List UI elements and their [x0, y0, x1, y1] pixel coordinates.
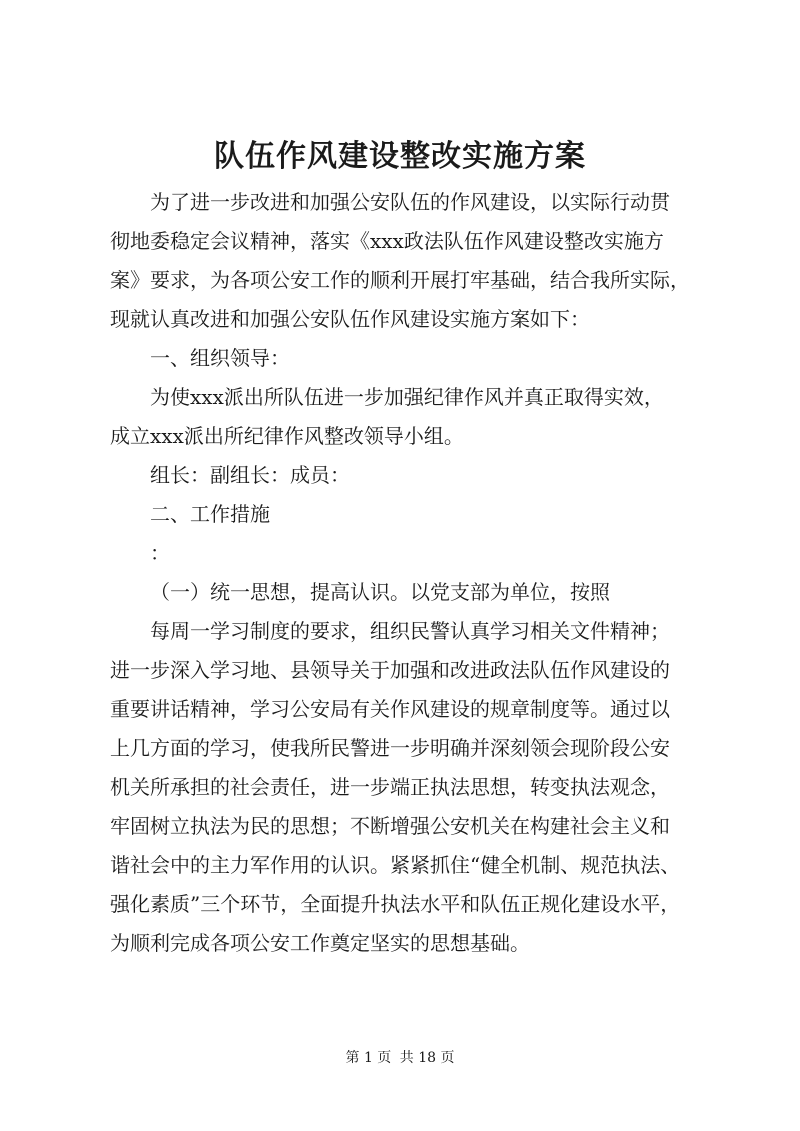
paragraph-line: 牢固树立执法为民的思想；不断增强公安机关在构建社会主义和 [110, 814, 670, 838]
paragraph-line: 为了进一步改进和加强公安队伍的作风建设，以实际行动贯 [150, 190, 670, 214]
document-title: 队伍作风建设整改实施方案 [214, 139, 586, 174]
paragraph-line: 彻地委稳定会议精神，落实《xxx政法队伍作风建设整改实施方 [110, 229, 664, 253]
section-heading: 二、工作措施 [150, 502, 270, 526]
document-body [110, 183, 700, 963]
paragraph-line: 成立xxx派出所纪律作风整改领导小组。 [110, 424, 464, 448]
subsection-heading: （一）统一思想，提高认识。以党支部为单位，按照 [150, 580, 610, 604]
paragraph-line: 谐社会中的主力军作用的认识。紧紧抓住“健全机制、规范执法、 [110, 853, 681, 877]
paragraph-line: 重要讲话精神，学习公安局有关作风建设的规章制度等。通过以 [110, 697, 670, 721]
section-heading: 一、组织领导： [150, 346, 290, 370]
page-number: 第 1 页 [345, 1050, 392, 1066]
paragraph-line: 现就认真改进和加强公安队伍作风建设实施方案如下： [110, 307, 590, 331]
paragraph-line: 机关所承担的社会责任，进一步端正执法思想，转变执法观念， [110, 775, 670, 799]
page-footer [0, 1048, 800, 1068]
paragraph-line: 进一步深入学习地、县领导关于加强和改进政法队伍作风建设的 [110, 658, 670, 682]
leader-list-line: 组长：副组长：成员： [150, 463, 350, 487]
paragraph-line: 上几方面的学习，使我所民警进一步明确并深刻领会现阶段公安 [110, 736, 670, 760]
paragraph-line: 为使xxx派出所队伍进一步加强纪律作风并真正取得实效， [150, 385, 664, 409]
paragraph-line: 案》要求，为各项公安工作的顺利开展打牢基础，结合我所实际， [110, 268, 690, 292]
punctuation-line: ： [150, 541, 170, 565]
paragraph-line: 每周一学习制度的要求，组织民警认真学习相关文件精神； [150, 619, 670, 643]
paragraph-line: 为顺利完成各项公安工作奠定坚实的思想基础。 [110, 931, 530, 955]
paragraph-line: 强化素质”三个环节，全面提升执法水平和队伍正规化建设水平， [110, 892, 681, 916]
page-total: 共 18 页 [399, 1050, 455, 1066]
